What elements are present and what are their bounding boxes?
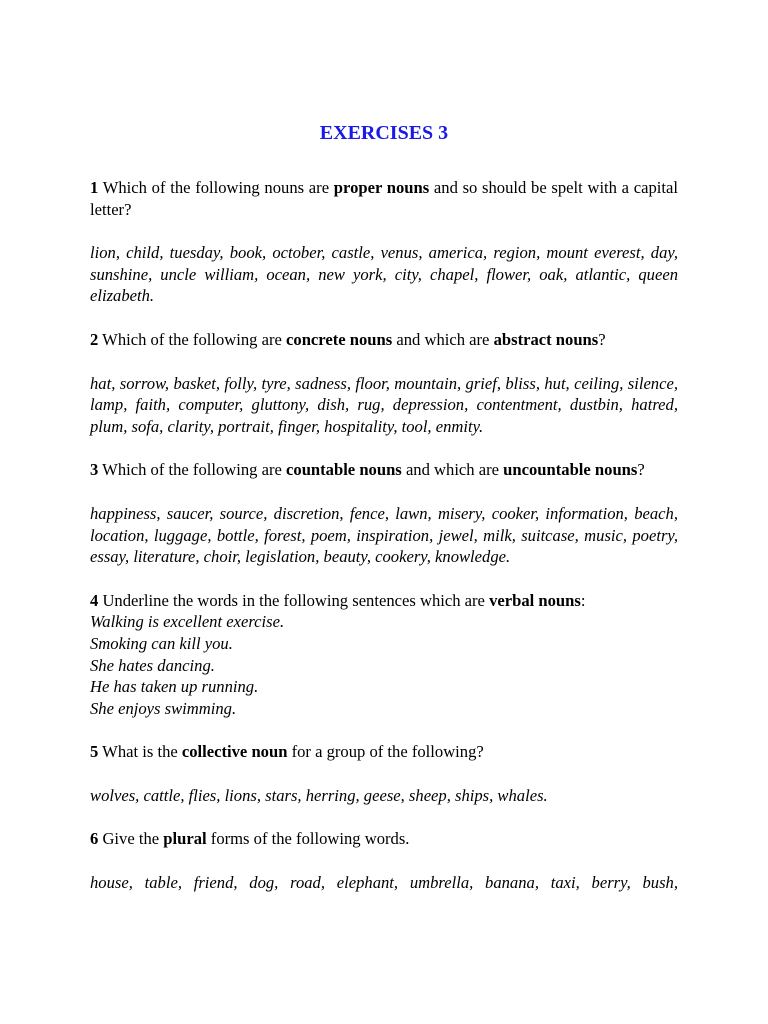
exercise-number: 1 [90,178,99,197]
exercise-6-question [90,828,678,850]
question-text: and so should be spelt with a capital letter? [90,178,678,219]
exercise-4-question [90,590,678,612]
question-text: Which of the following are [102,460,282,480]
sentence: Smoking can kill you. [90,633,233,653]
question-text: ? [598,329,606,349]
exercise-2-question [90,329,678,351]
exercise-number: 5 [90,742,99,762]
key-term: proper nouns [333,178,430,197]
question-text: ? [637,460,645,480]
key-term: abstract nouns [493,329,599,349]
sentence: Walking is excellent exercise. [90,612,285,632]
exercise-2-word-list: hat, sorrow, basket, folly, tyre, sadness, floor, mountain, grief, bliss, hut, ceiling, silence, lamp, faith, computer, gluttony, dish, rug, depression, contentment, dustbin, hatred, plum, sofa, clarity, portrait, finger, hospitality, tool, enmity. [90,373,678,436]
exercise-number: 2 [90,329,99,349]
page-title: EXERCISES 3 [319,122,449,144]
question-text: for a group of the following? [291,742,484,762]
exercise-1-word-list: lion, child, tuesday, book, october, castle, venus, america, region, mount everest, day, sunshine, uncle william, ocean, new york, city, chapel, flower, oak, atlantic, queen elizabeth. [90,243,678,306]
exercise-4-sentences [90,611,678,719]
sentence: She enjoys swimming. [90,698,237,718]
key-term: collective noun [181,742,288,762]
key-term: countable nouns [286,460,402,480]
exercise-3-word-list: happiness, saucer, source, discretion, fence, lawn, misery, cooker, information, beach, location, luggage, bottle, forest, poem, inspiration, jewel, milk, suitcase, music, poetry, essay, literature, choir, legislation, beauty, cookery, knowledge. [90,503,678,567]
exercise-number: 3 [90,460,99,480]
key-term: uncountable nouns [503,460,638,480]
exercise-5-question [90,741,678,763]
question-text: and which are [405,460,500,480]
key-term: concrete nouns [286,329,393,349]
exercise-content [90,177,678,916]
exercise-3-question [90,459,678,481]
question-text: : [580,590,586,610]
exercise-number: 6 [90,829,99,849]
sentence: She hates dancing. [90,655,215,675]
question-text: What is the [102,742,178,762]
exercise-5-word-list: wolves, cattle, flies, lions, stars, herring, geese, sheep, ships, whales. [90,785,548,805]
key-term: plural [163,829,207,849]
exercise-number: 4 [90,590,99,610]
question-text: Give the [102,829,160,849]
question-text: and which are [396,329,490,349]
exercise-1-question [90,177,678,220]
sentence: He has taken up running. [90,677,259,697]
question-text: forms of the following words. [210,829,410,849]
question-text: Which of the following are [102,329,282,349]
exercise-6-word-list: house, table, friend, dog, road, elephant, umbrella, banana, taxi, berry, bush, [90,873,678,893]
key-term: verbal nouns [489,590,581,610]
question-text: Which of the following nouns are [102,178,330,197]
question-text: Underline the words in the following sentences which are [102,590,485,610]
